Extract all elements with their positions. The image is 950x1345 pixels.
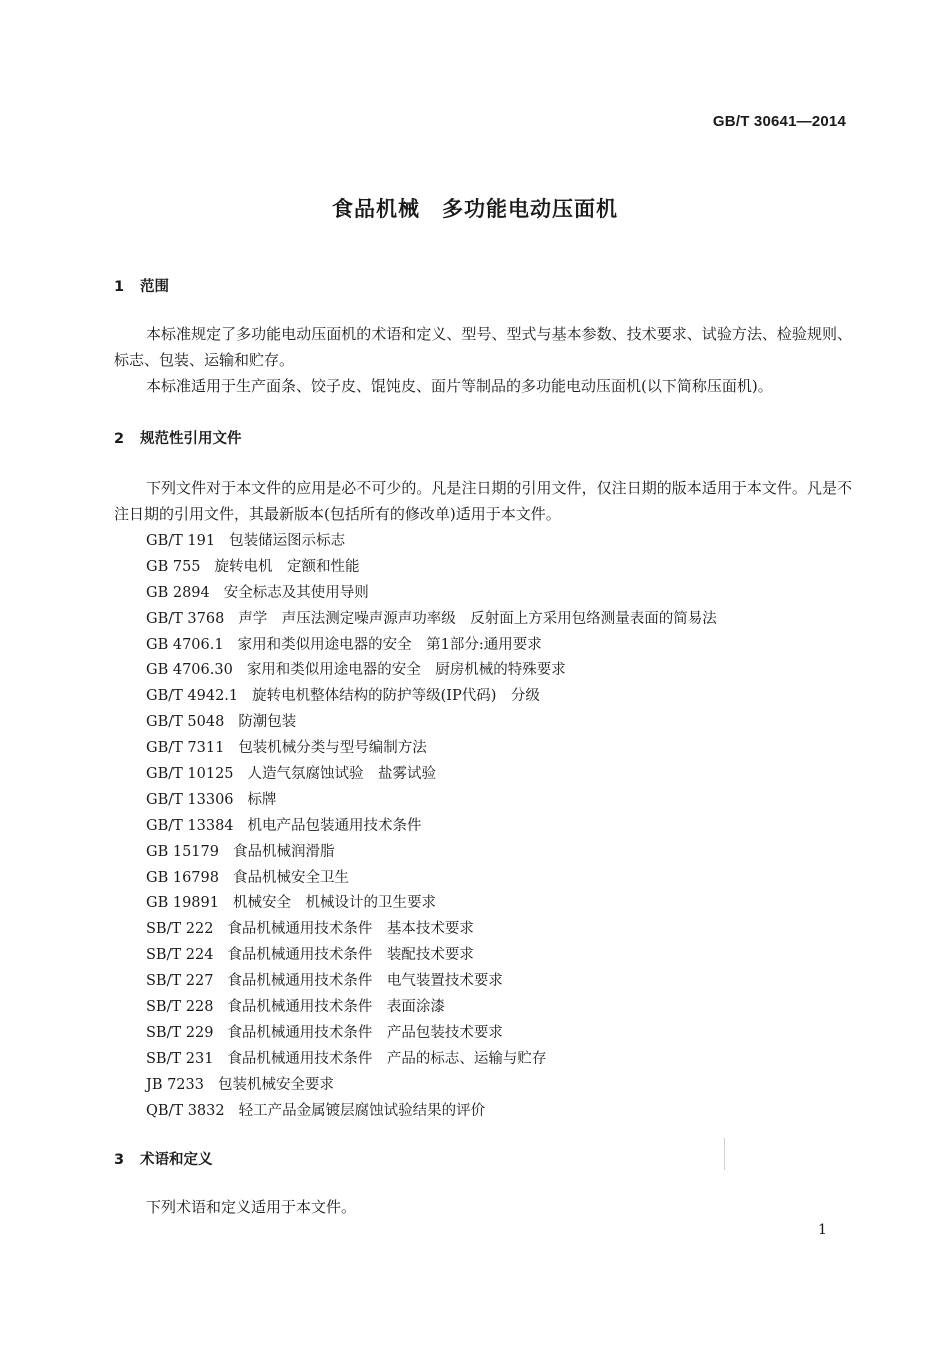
reference-code: JB 7233 — [146, 1076, 204, 1093]
reference-item — [146, 710, 717, 736]
reference-code: SB/T 224 — [146, 947, 214, 964]
reference-item — [146, 607, 717, 633]
reference-code: QB/T 3832 — [146, 1102, 225, 1119]
reference-code: GB/T 7311 — [146, 740, 225, 757]
reference-item — [146, 529, 717, 555]
reference-item — [146, 840, 717, 866]
reference-code: GB 16798 — [146, 869, 219, 886]
reference-item — [146, 633, 717, 659]
document-title: 食品机械 多功能电动压面机 — [332, 197, 618, 221]
reference-item — [146, 995, 717, 1021]
reference-item — [146, 891, 717, 917]
reference-title: 食品机械安全卫生 — [232, 869, 349, 886]
reference-title: 食品机械通用技术条件 产品包装技术要求 — [227, 1024, 503, 1041]
reference-title: 包装机械分类与型号编制方法 — [238, 740, 427, 757]
reference-code: SB/T 229 — [146, 1024, 214, 1041]
reference-title: 安全标志及其使用导则 — [223, 584, 369, 601]
reference-code: GB 2894 — [146, 584, 210, 601]
reference-code: GB 4706.30 — [146, 662, 233, 679]
reference-code: GB/T 4942.1 — [146, 688, 239, 705]
section-number: 1 — [114, 279, 125, 295]
reference-code: SB/T 228 — [146, 999, 214, 1016]
section-title: 范围 — [140, 279, 169, 295]
reference-code: GB 4706.1 — [146, 636, 224, 653]
section-number: 3 — [114, 1152, 125, 1168]
reference-title: 食品机械通用技术条件 装配技术要求 — [227, 947, 474, 964]
reference-title: 食品机械通用技术条件 产品的标志、运输与贮存 — [227, 1050, 547, 1067]
section-1-heading — [114, 275, 169, 296]
reference-item — [146, 943, 717, 969]
section-number: 2 — [114, 431, 125, 447]
reference-code: GB 755 — [146, 558, 201, 575]
reference-item — [146, 762, 717, 788]
reference-title: 旋转电机整体结构的防护等级(IP代码) 分级 — [252, 688, 540, 705]
reference-code: SB/T 231 — [146, 1050, 214, 1067]
reference-title: 机电产品包装通用技术条件 — [247, 817, 422, 834]
references-intro: 下列文件对于本文件的应用是必不可少的。凡是注日期的引用文件，仅注日期的版本适用于本文件。凡是不注日期的引用文件，其最新版本(包括所有的修改单)适用于本文件。 — [114, 479, 852, 523]
section-title: 规范性引用文件 — [140, 431, 242, 447]
scope-paragraph-2: 本标准适用于生产面条、饺子皮、馄饨皮、面片等制品的多功能电动压面机(以下简称压面机)。 — [146, 377, 773, 395]
reference-title: 家用和类似用途电器的安全 厨房机械的特殊要求 — [246, 662, 566, 679]
reference-code: SB/T 227 — [146, 973, 214, 990]
standard-number: GB/T 30641—2014 — [712, 113, 846, 130]
reference-code: GB/T 10125 — [146, 766, 234, 783]
page-number: 1 — [818, 1222, 827, 1238]
reference-code: GB/T 13384 — [146, 817, 234, 834]
reference-title: 食品机械通用技术条件 基本技术要求 — [227, 921, 474, 938]
reference-title: 包装机械安全要求 — [217, 1076, 334, 1093]
reference-item — [146, 581, 717, 607]
terms-intro: 下列术语和定义适用于本文件。 — [146, 1198, 357, 1216]
reference-code: GB 15179 — [146, 843, 219, 860]
reference-code: GB 19891 — [146, 895, 219, 912]
reference-code: GB/T 5048 — [146, 714, 225, 731]
section-3-heading — [114, 1148, 213, 1169]
reference-title: 防潮包装 — [238, 714, 297, 731]
reference-item — [146, 736, 717, 762]
reference-item — [146, 917, 717, 943]
section-title: 术语和定义 — [140, 1152, 213, 1168]
reference-title: 轻工产品金属镀层腐蚀试验结果的评价 — [238, 1102, 486, 1119]
reference-title: 标牌 — [247, 791, 277, 808]
reference-item — [146, 814, 717, 840]
reference-code: GB/T 13306 — [146, 791, 234, 808]
reference-item — [146, 866, 717, 892]
reference-code: SB/T 222 — [146, 921, 214, 938]
reference-item — [146, 1047, 717, 1073]
reference-code: GB/T 3768 — [146, 610, 225, 627]
reference-title: 机械安全 机械设计的卫生要求 — [232, 895, 436, 912]
reference-item — [146, 788, 717, 814]
scope-paragraph-1: 本标准规定了多功能电动压面机的术语和定义、型号、型式与基本参数、技术要求、试验方法、检验规则、标志、包装、运输和贮存。 — [114, 325, 852, 369]
reference-title: 包装储运图示标志 — [229, 533, 346, 549]
reference-title: 家用和类似用途电器的安全 第1部分:通用要求 — [237, 636, 542, 653]
reference-item — [146, 658, 717, 684]
reference-title: 旋转电机 定额和性能 — [214, 558, 360, 575]
reference-code: GB/T 191 — [146, 533, 216, 549]
reference-item — [146, 1099, 717, 1125]
scan-artifact-line — [724, 1138, 725, 1170]
reference-title: 食品机械通用技术条件 电气装置技术要求 — [227, 973, 503, 990]
reference-item — [146, 1021, 717, 1047]
reference-title: 食品机械通用技术条件 表面涂漆 — [227, 999, 445, 1016]
reference-item — [146, 684, 717, 710]
reference-title: 声学 声压法测定噪声源声功率级 反射面上方采用包络测量表面的简易法 — [238, 610, 717, 627]
reference-list — [146, 529, 717, 1124]
reference-title: 人造气氛腐蚀试验 盐雾试验 — [247, 766, 437, 783]
reference-item — [146, 555, 717, 581]
section-2-heading — [114, 427, 242, 448]
reference-item — [146, 1073, 717, 1099]
reference-title: 食品机械润滑脂 — [232, 843, 335, 860]
reference-item — [146, 969, 717, 995]
